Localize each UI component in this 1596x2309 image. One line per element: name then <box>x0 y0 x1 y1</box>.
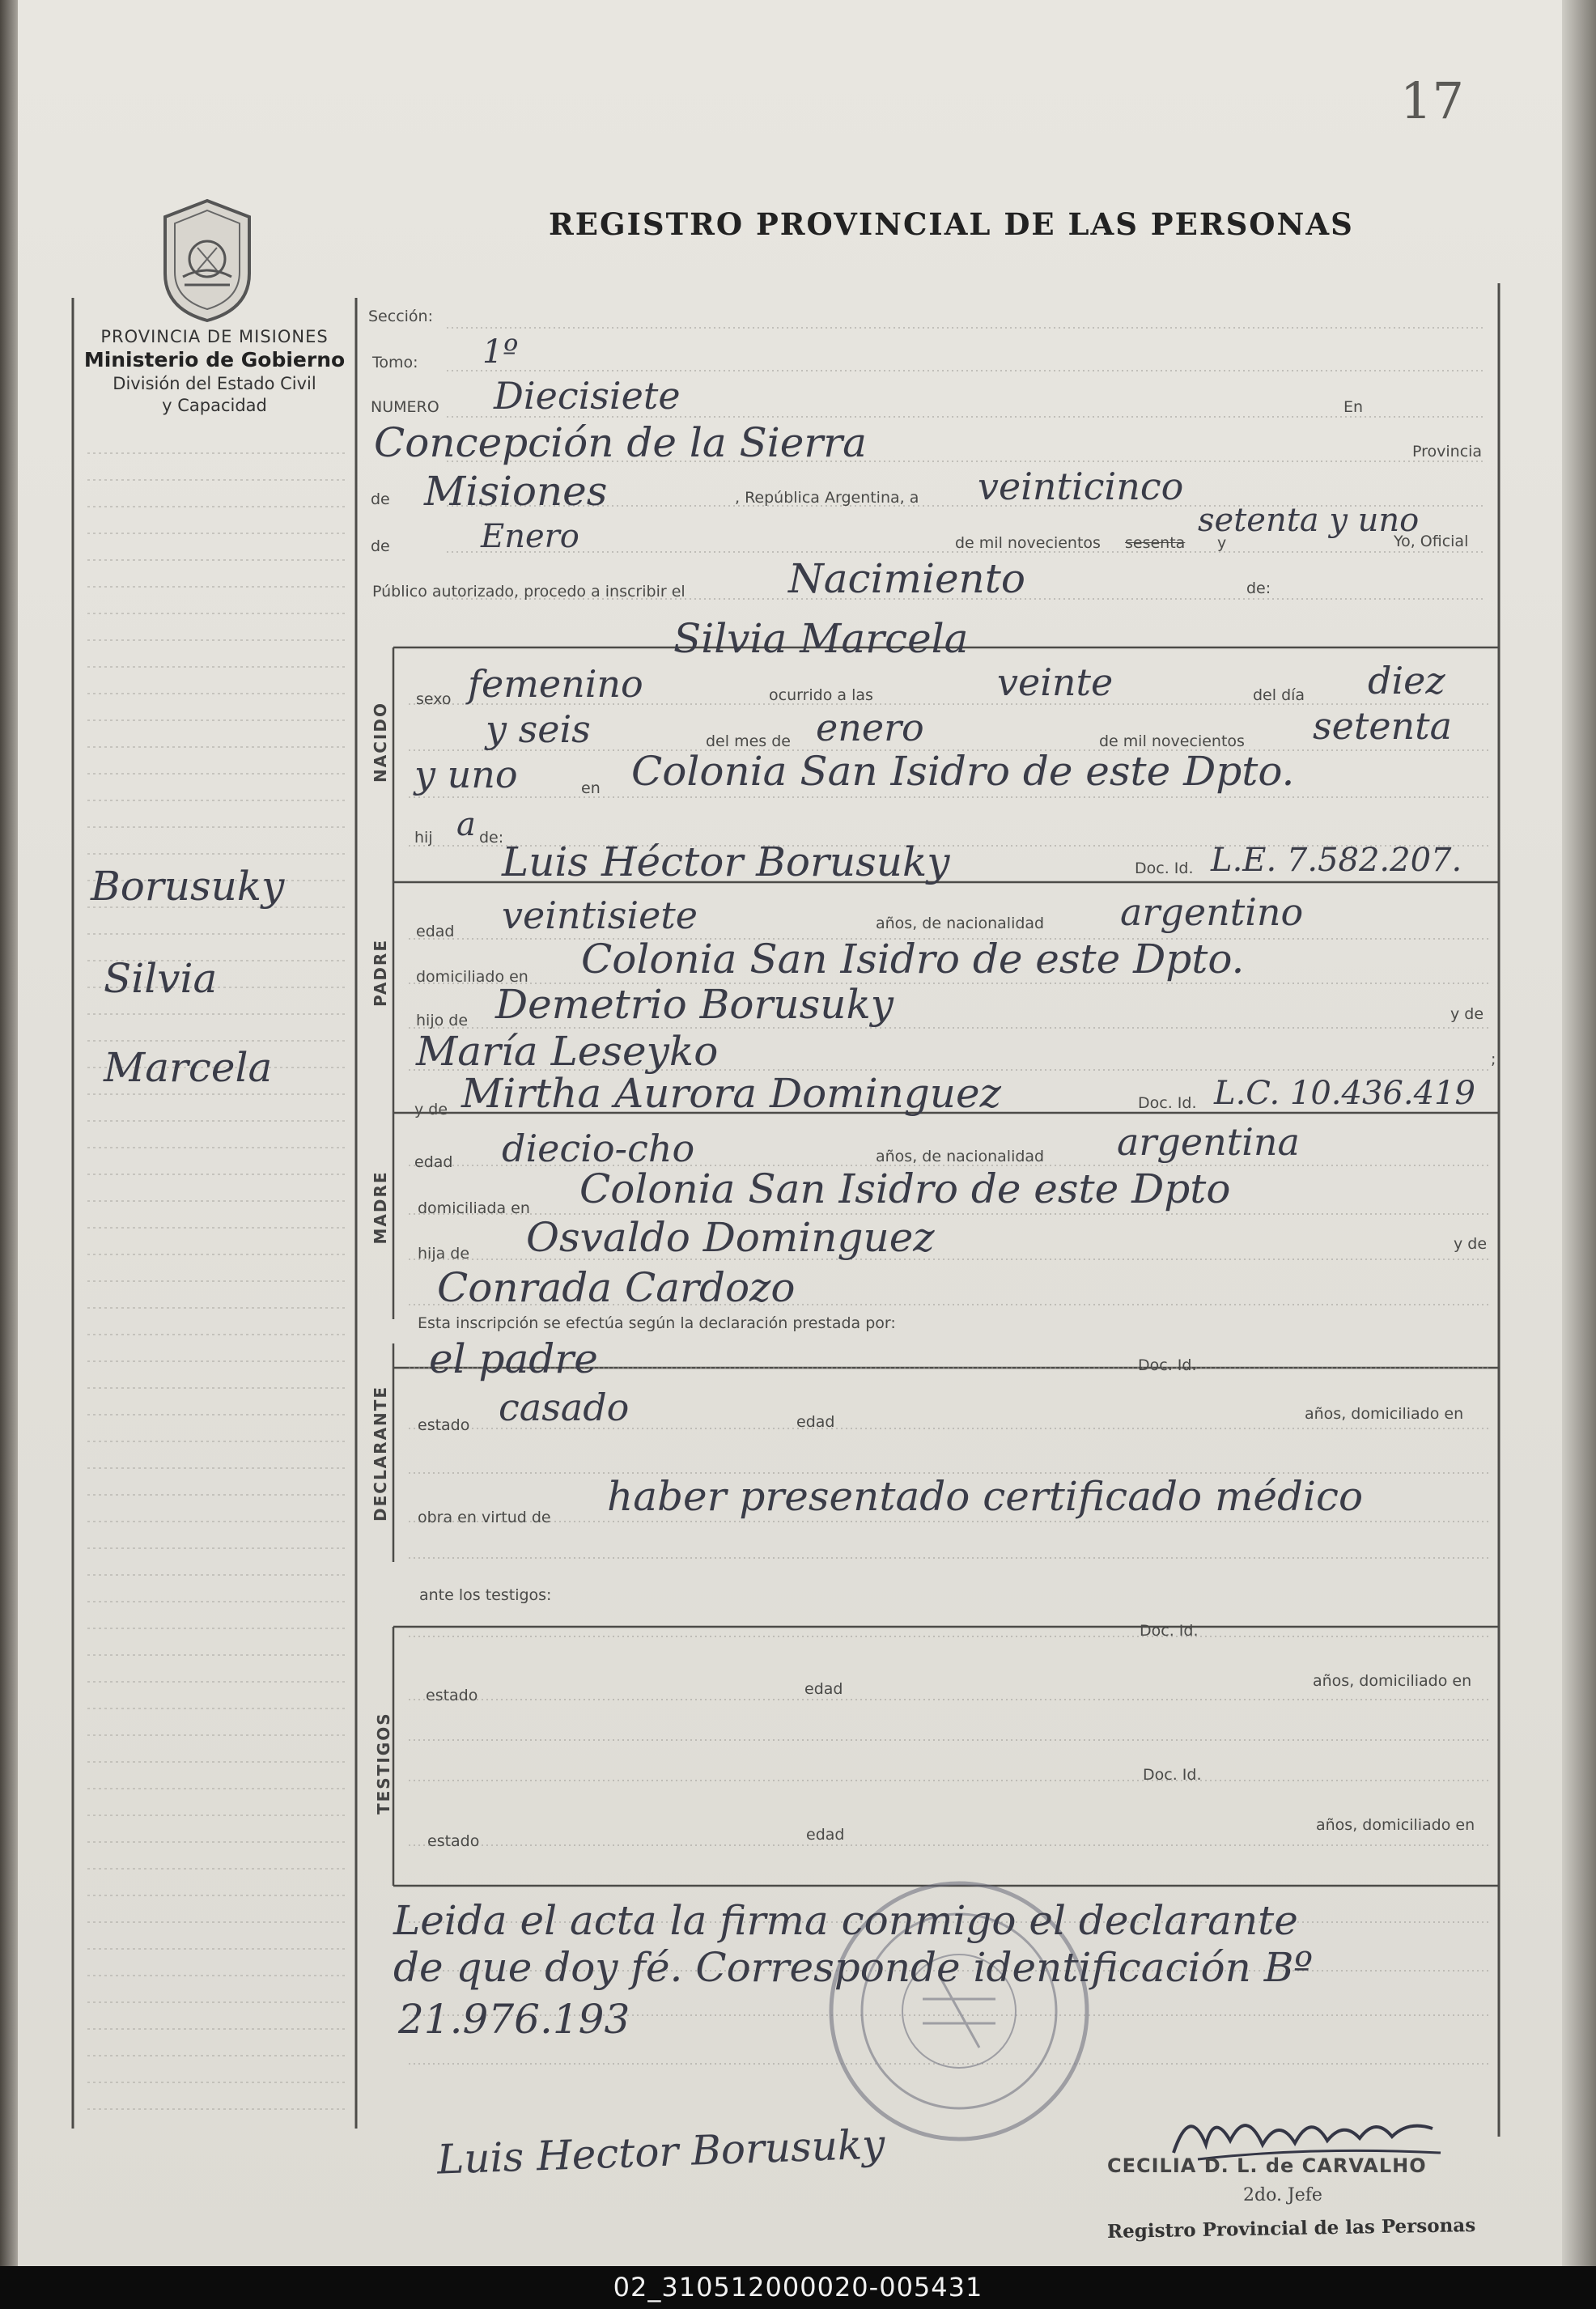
entry-lugar: Concepción de la Sierra <box>374 419 867 466</box>
entry-madre-padre: Osvaldo Dominguez <box>526 1214 935 1261</box>
label-obra: obra en virtud de <box>418 1509 551 1526</box>
label-y-de-3: y de <box>1454 1235 1488 1253</box>
section-padre: PADRE <box>371 939 390 1007</box>
entry-dia-nac-2: y seis <box>486 707 591 751</box>
officer-name: CECILIA D. L. de CARVALHO <box>1107 2154 1427 2177</box>
label-del-dia: del día <box>1253 686 1305 704</box>
label-y-de-1: y de <box>1450 1005 1484 1023</box>
label-provincia: Provincia <box>1412 443 1483 461</box>
label-edad-declarante: edad <box>796 1413 835 1431</box>
entry-padre-doc: L.E. 7.582.207. <box>1211 842 1462 879</box>
label-nac-madre: años, de nacionalidad <box>876 1148 1045 1165</box>
entry-hij-suffix: a <box>456 806 476 843</box>
declarant-signature: Luis Hector Borusuky <box>436 2120 886 2184</box>
label-y-de-2: y de <box>414 1101 448 1118</box>
province-crest-icon <box>151 196 264 325</box>
label-y: y <box>1217 534 1227 552</box>
label-estado-testigo-1: estado <box>426 1687 478 1704</box>
label-en-2: en <box>581 779 601 797</box>
margin-surname: Borusuky <box>91 863 285 910</box>
entry-mes-nac: enero <box>816 706 924 749</box>
label-domic-padre: domiciliado en <box>416 968 528 986</box>
entry-madre-madre: Conrada Cardozo <box>437 1264 796 1311</box>
entry-anio: setenta y uno <box>1198 502 1420 539</box>
label-doc-testigo-1: Doc. Id. <box>1140 1622 1199 1640</box>
division-name-2: y Capacidad <box>162 396 267 415</box>
label-semicolon: ; <box>1491 1051 1496 1068</box>
section-testigos: TESTIGOS <box>374 1712 393 1815</box>
label-doc-declarante: Doc. Id. <box>1138 1356 1197 1374</box>
entry-mes: Enero <box>481 518 579 555</box>
office-stamp: Registro Provincial de las Personas <box>1106 2214 1476 2243</box>
entry-provincia: Misiones <box>424 468 608 515</box>
label-tomo: Tomo: <box>372 354 418 371</box>
label-publico: Público autorizado, procedo a inscribir el <box>372 583 686 601</box>
entry-padre-domicilio: Colonia San Isidro de este Dpto. <box>581 936 1245 983</box>
entry-dia-nac: diez <box>1368 659 1445 702</box>
ministry-name: Ministerio de Gobierno <box>83 348 346 371</box>
label-anos-domic-3: años, domiciliado en <box>1316 1816 1475 1834</box>
label-edad-padre: edad <box>416 923 455 940</box>
label-en: En <box>1343 398 1364 416</box>
ministry-header <box>74 327 354 415</box>
label-edad-madre: edad <box>414 1153 453 1171</box>
label-inscripcion: Esta inscripción se efectúa según la declaración prestada por: <box>418 1314 896 1332</box>
entry-declarante-estado: casado <box>499 1386 630 1429</box>
label-testigos: ante los testigos: <box>419 1586 552 1604</box>
entry-anio-nac-2: y uno <box>414 753 518 796</box>
label-anos-domic-1: años, domiciliado en <box>1305 1405 1464 1423</box>
entry-sexo: femenino <box>468 662 643 706</box>
label-sexo: sexo <box>416 690 452 708</box>
label-ocurrido: ocurrido a las <box>769 686 873 704</box>
label-doc-padre: Doc. Id. <box>1135 860 1194 877</box>
label-hija-de: hija de <box>418 1245 470 1263</box>
entry-numero: Diecisiete <box>494 374 681 418</box>
entry-madre-nac: argentina <box>1117 1120 1300 1164</box>
label-sesenta: sesenta <box>1125 534 1186 552</box>
entry-declarante: el padre <box>429 1335 598 1382</box>
label-estado-declarante: estado <box>418 1416 470 1434</box>
page-number: 17 <box>1400 71 1464 130</box>
label-nac-padre: años, de nacionalidad <box>876 915 1045 932</box>
entry-hora: veinte <box>997 660 1114 704</box>
label-de-colon: de: <box>1246 579 1271 597</box>
entry-tomo: 1º <box>482 333 519 371</box>
label-de-2: de <box>371 537 390 555</box>
entry-padre-padre: Demetrio Borusuky <box>495 981 894 1028</box>
entry-madre-doc: L.C. 10.436.419 <box>1214 1075 1475 1112</box>
closing-note-3: 21.976.193 <box>398 1996 630 2043</box>
label-anos-domic-2: años, domiciliado en <box>1313 1672 1472 1690</box>
entry-padre-nac: argentino <box>1120 890 1304 934</box>
label-edad-testigo-2: edad <box>806 1826 845 1844</box>
label-seccion: Sección: <box>368 308 433 325</box>
label-de-mil: de mil novecientos <box>955 534 1101 552</box>
entry-madre-edad: diecio-cho <box>502 1127 695 1170</box>
entry-nombre: Silvia Marcela <box>673 615 969 662</box>
file-id: 02_310512000020-005431 <box>0 2266 1596 2309</box>
section-madre: MADRE <box>371 1170 390 1245</box>
entry-obra: haber presentado certificado médico <box>607 1473 1364 1520</box>
label-estado-testigo-2: estado <box>427 1832 480 1850</box>
entry-padre-madre: María Leseyko <box>416 1028 719 1075</box>
label-doc-madre: Doc. Id. <box>1138 1094 1197 1112</box>
province-name: PROVINCIA DE MISIONES <box>100 327 329 346</box>
division-name: División del Estado Civil <box>112 374 316 393</box>
label-domic-madre: domiciliada en <box>418 1199 530 1217</box>
entry-acto: Nacimiento <box>788 555 1025 602</box>
closing-note-2: de que doy fé. Corresponde identificación Bº <box>393 1944 1314 1991</box>
entry-padre-edad: veintisiete <box>502 893 698 937</box>
entry-madre-domicilio: Colonia San Isidro de este Dpto <box>579 1165 1231 1212</box>
entry-lugar-nac: Colonia San Isidro de este Dpto. <box>631 748 1295 795</box>
entry-padre-nombre: Luis Héctor Borusuky <box>502 838 950 885</box>
label-edad-testigo-1: edad <box>804 1680 843 1698</box>
page-title: REGISTRO PROVINCIAL DE LAS PERSONAS <box>549 206 1354 242</box>
label-doc-testigo-2: Doc. Id. <box>1143 1766 1202 1784</box>
entry-dia: veinticinco <box>978 465 1184 508</box>
section-declarante: DECLARANTE <box>371 1385 390 1522</box>
label-yo-oficial: Yo, Oficial <box>1394 533 1469 550</box>
label-de-mil-2: de mil novecientos <box>1099 732 1245 750</box>
entry-anio-nac: setenta <box>1313 704 1453 748</box>
margin-second-name: Marcela <box>104 1044 273 1091</box>
label-hij: hij <box>414 829 433 847</box>
label-de-1: de <box>371 490 390 508</box>
label-republica: , República Argentina, a <box>735 489 919 507</box>
officer-position: 2do. Jefe <box>1243 2185 1322 2205</box>
label-hijo-de: hijo de <box>416 1012 469 1029</box>
label-del-mes: del mes de <box>706 732 791 750</box>
entry-madre-nombre: Mirtha Aurora Dominguez <box>461 1070 1001 1117</box>
margin-first-name: Silvia <box>104 955 218 1002</box>
label-de-3: de: <box>479 829 504 847</box>
section-nacido: NACIDO <box>371 702 390 783</box>
closing-note-1: Leida el acta la firma conmigo el declarante <box>393 1897 1298 1944</box>
label-numero: NUMERO <box>371 398 439 416</box>
